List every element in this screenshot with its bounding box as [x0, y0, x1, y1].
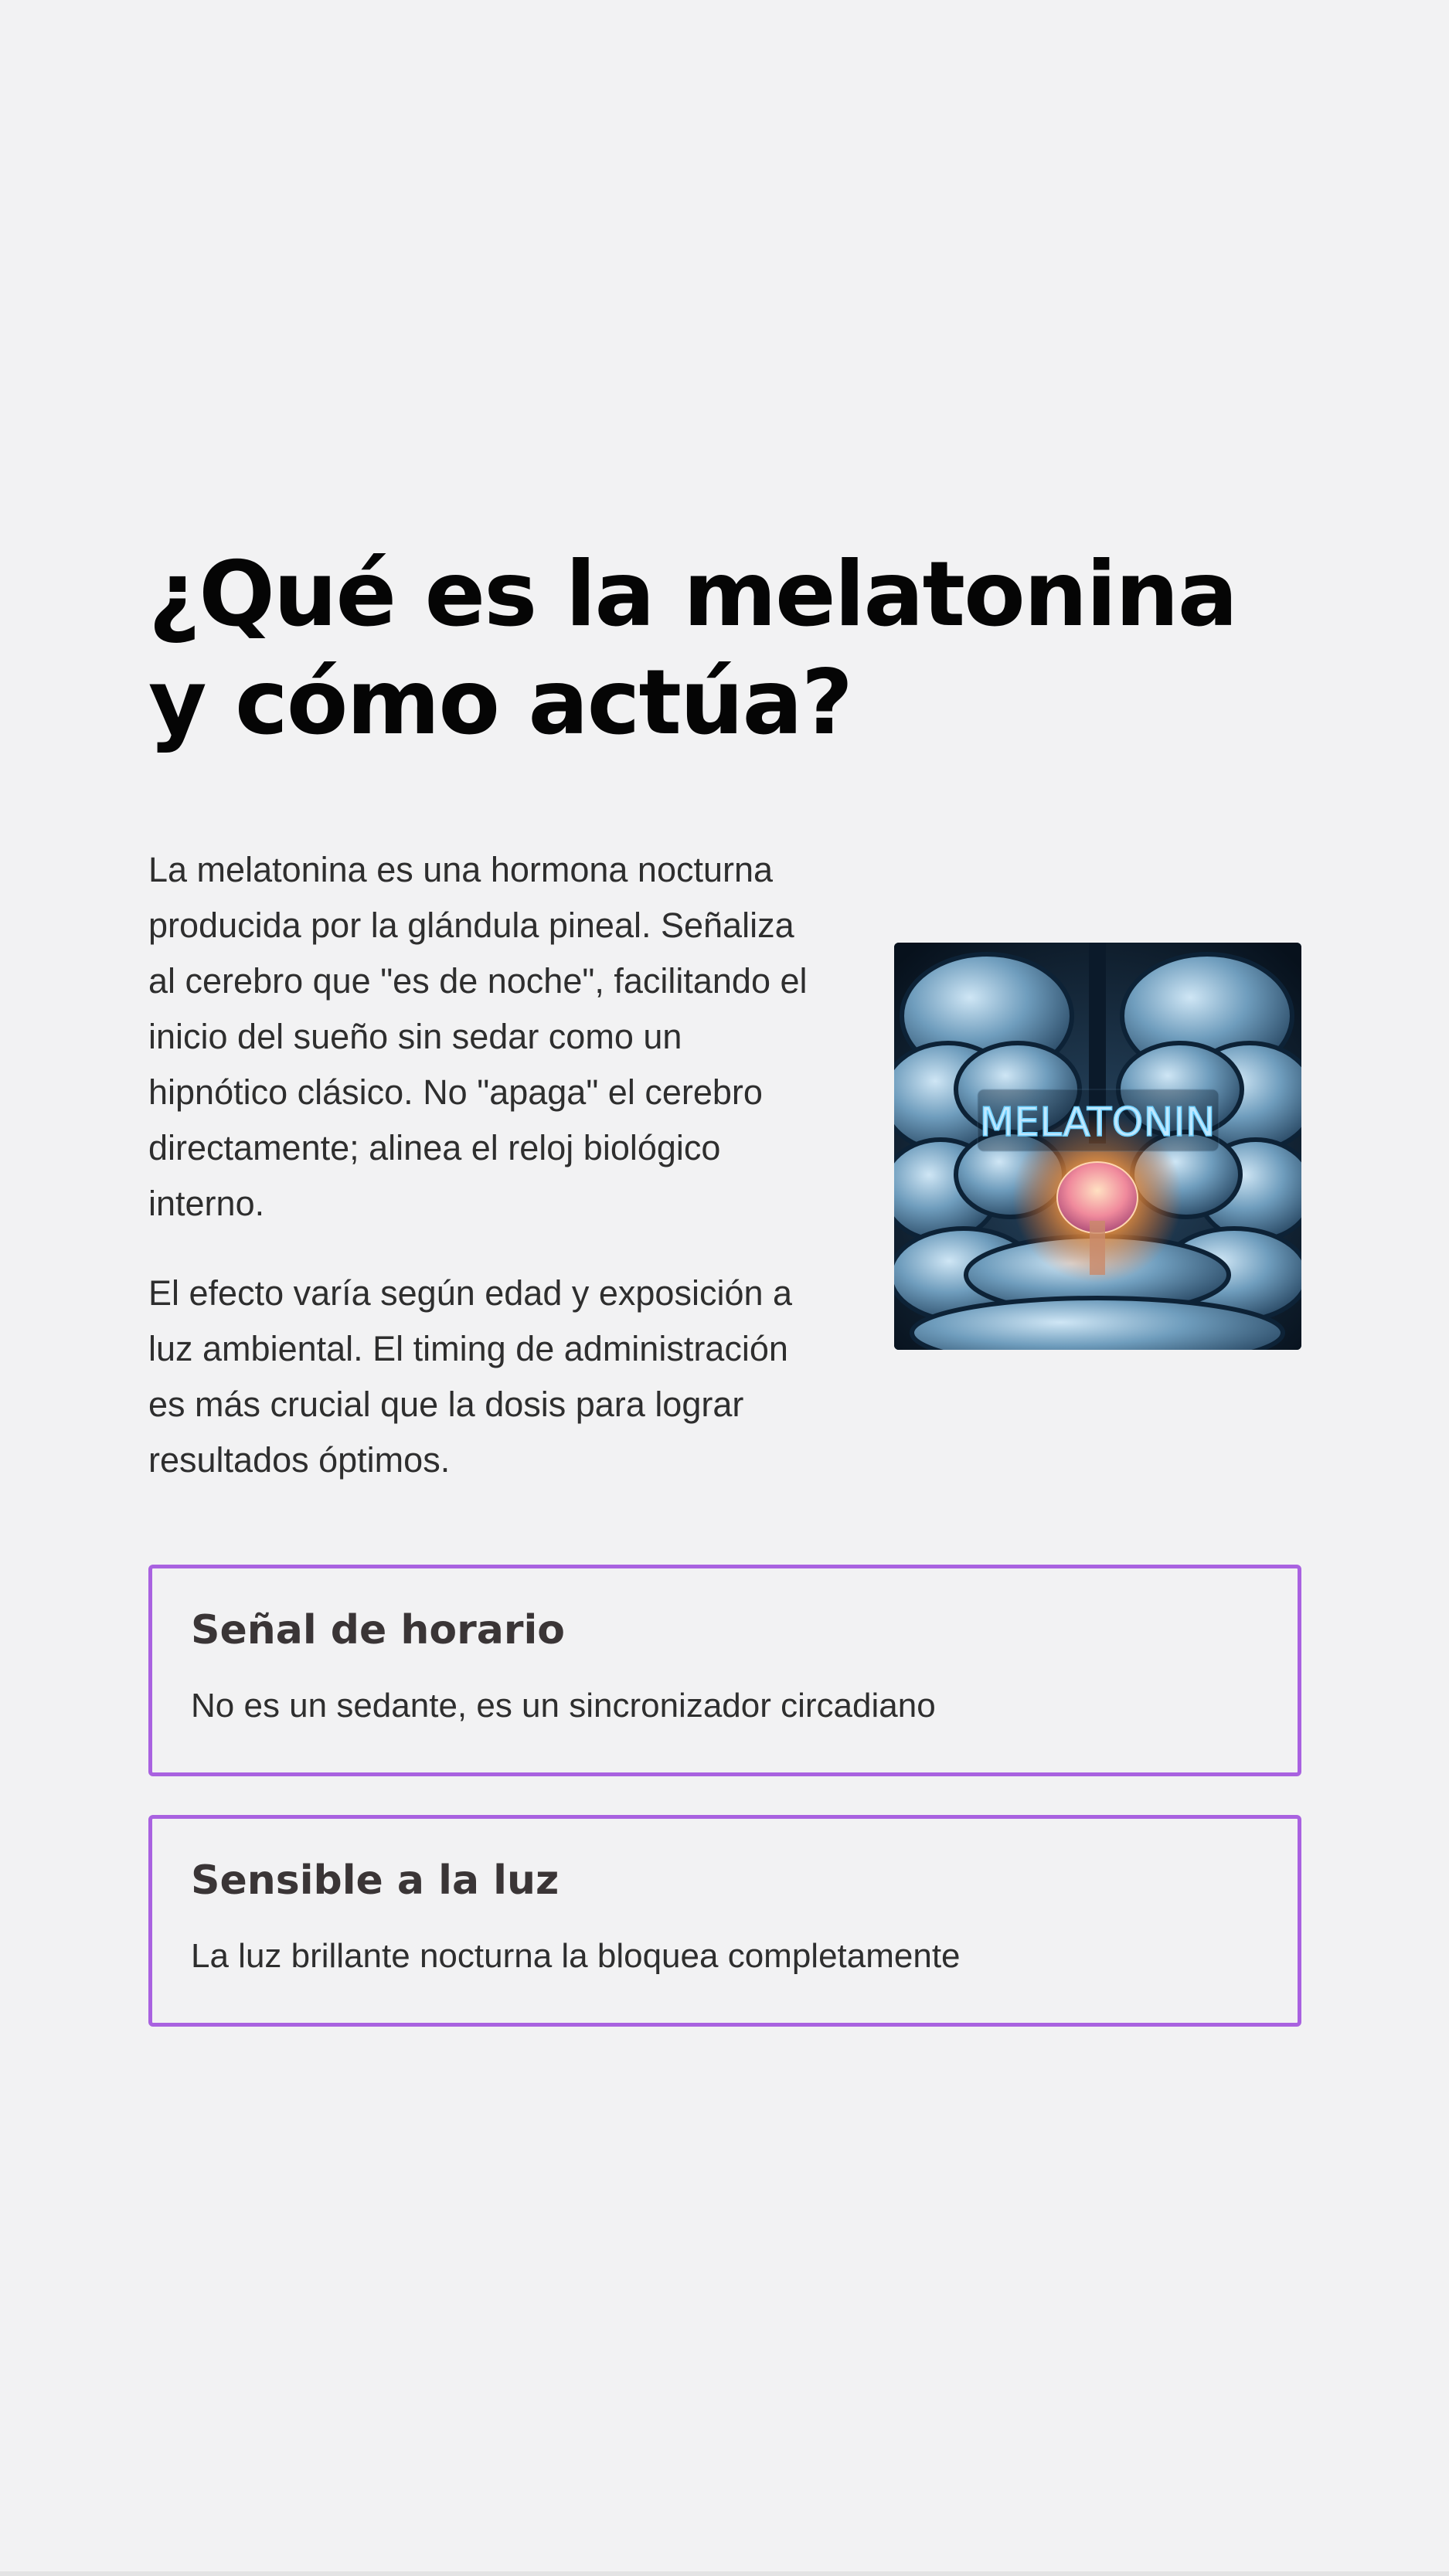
- card-title: Sensible a la luz: [191, 1857, 560, 1904]
- page-bottom-divider: [0, 2571, 1449, 2576]
- intro-paragraph-1: La melatonina es una hormona nocturna producida por la glándula pineal. Señaliza al cerebro que "es de noche", facilitando el inicio del sueño sin sedar como un hipnótico clásico. No "apaga" el cerebro directamente; alinea el reloj biológico interno.: [148, 850, 808, 1223]
- image-label: MELATONIN: [979, 1099, 1216, 1146]
- card-text: La luz brillante nocturna la bloquea completamente: [191, 1937, 961, 1975]
- melatonin-section: [148, 541, 1300, 1975]
- card-text: No es un sedante, es un sincronizador circadiano: [191, 1687, 936, 1725]
- intro-text: [148, 842, 813, 1522]
- card-title: Señal de horario: [191, 1607, 566, 1653]
- melatonin-brain-image: [894, 943, 1301, 1350]
- intro-paragraph-2: El efecto varía según edad y exposición a luz ambiental. El timing de administración es más crucial que la dosis para lograr resultados óptimos.: [148, 1273, 793, 1480]
- feature-card-timing: [148, 1565, 1301, 1776]
- intro-content: [148, 842, 1300, 1480]
- feature-card-light: [148, 1815, 1301, 2027]
- section-title: ¿Qué es la melatonina y cómo actúa?: [148, 542, 1236, 755]
- brain-illustration-icon: [894, 943, 1301, 1350]
